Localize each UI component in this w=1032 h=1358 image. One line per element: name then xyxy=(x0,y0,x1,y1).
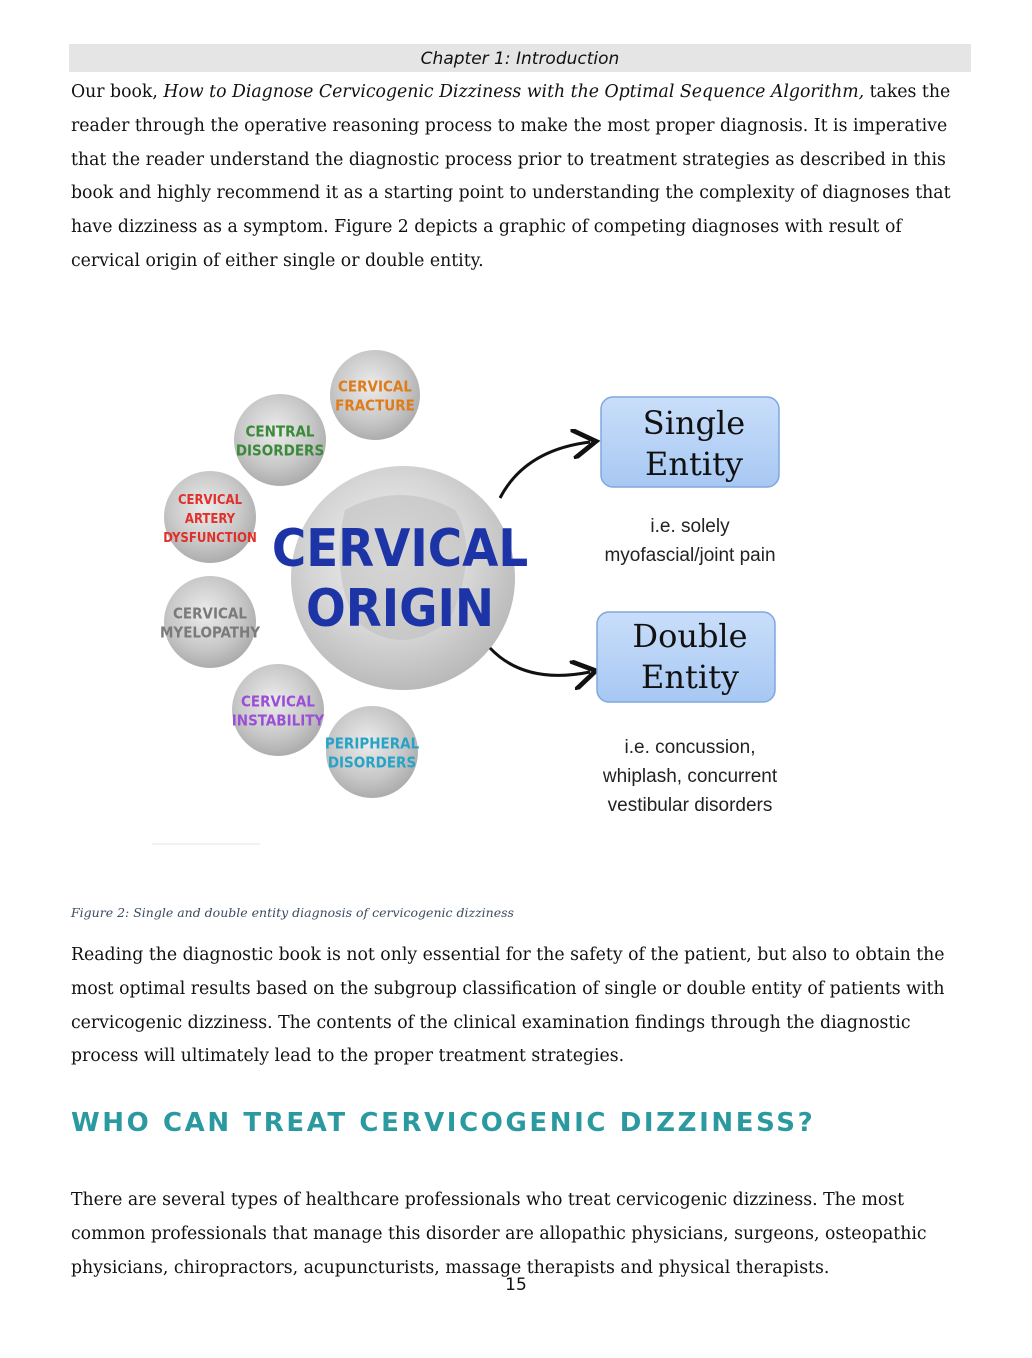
cervical-origin-center xyxy=(272,466,528,690)
double-entity-line1: Double xyxy=(632,617,748,655)
intro-paragraph xyxy=(71,76,971,279)
chapter-header: Chapter 1: Introduction xyxy=(69,44,971,72)
bubble-label-line: CERVICAL xyxy=(173,604,247,623)
bubble-label-line: MYELOPATHY xyxy=(159,623,261,642)
bubble-label-line: CERVICAL xyxy=(177,493,243,508)
single-entity-box xyxy=(601,397,779,566)
diagnostic-book-paragraph: Reading the diagnostic book is not only essential for the safety of the patient, but also to obtain the most optimal results based on the subgroup classification of single or double entity of patients with cervicogenic dizziness. The contents of the clinical examination findings through the diagnostic process will ultimately lead to the proper treatment strategies. xyxy=(71,945,945,1067)
professionals-paragraph: There are several types of healthcare professionals who treat cervicogenic dizziness. The most common professionals that manage this disorder are allopathic physicians, surgeons, osteopathic physicians, chiropractors, acupuncturists, massage therapists and physical therapists. xyxy=(71,1190,927,1278)
book-title: How to Diagnose Cervicogenic Dizziness with the Optimal Sequence Algorithm, xyxy=(163,82,865,102)
double-entity-note-line1: i.e. concussion, xyxy=(624,737,756,758)
single-entity-line2: Entity xyxy=(645,445,743,483)
double-entity-line2: Entity xyxy=(641,658,739,696)
intro-rest: takes the reader through the operative reasoning process to make the most proper diagnosis. It is imperative that the reader understand the diagnostic process prior to treatment strategies as described in this book and highly recommend it as a starting point to understanding the complexity of diagnoses that have dizziness as a symptom. Figure 2 depicts a graphic of competing diagnoses with result of cervical origin of either single or double entity. xyxy=(71,82,951,271)
single-entity-line1: Single xyxy=(642,404,746,442)
diagnosis-bubble xyxy=(234,394,326,486)
diagram-svg xyxy=(150,330,880,850)
bubble-label-line: DISORDERS xyxy=(235,441,325,460)
figure-caption: Figure 2: Single and double entity diagnosis of cervicogenic dizziness xyxy=(71,905,514,920)
center-label-line2: ORIGIN xyxy=(305,579,495,639)
bubble-label-line: INSTABILITY xyxy=(231,711,325,730)
arrow-to-double-entity xyxy=(490,648,590,675)
single-entity-note-line1: i.e. solely xyxy=(650,516,730,537)
diagnosis-bubble xyxy=(160,576,260,668)
bubble-label-line: CENTRAL xyxy=(245,422,315,441)
arrow-to-single-entity xyxy=(500,442,590,498)
bubble-label-line: FRACTURE xyxy=(335,396,415,415)
diagnosis-bubble xyxy=(325,706,420,798)
double-entity-box xyxy=(597,612,778,816)
diagnosis-bubble xyxy=(330,350,420,440)
bubble-label-line: DISORDERS xyxy=(327,753,417,772)
diagnosis-bubble xyxy=(163,471,257,563)
diagnosis-bubble xyxy=(232,664,325,756)
figure-2-diagram xyxy=(150,330,880,850)
double-entity-note-line3: vestibular disorders xyxy=(607,795,773,816)
center-label-line1: CERVICAL xyxy=(271,519,529,579)
section-heading: WHO CAN TREAT CERVICOGENIC DIZZINESS? xyxy=(71,1108,816,1138)
page-number: 15 xyxy=(505,1275,527,1295)
intro-lead: Our book, xyxy=(71,82,164,102)
double-entity-note-line2: whiplash, concurrent xyxy=(602,766,778,787)
bubble-label-line: DYSFUNCTION xyxy=(163,531,257,546)
bubble-label-line: ARTERY xyxy=(184,512,236,527)
bubble-label-line: CERVICAL xyxy=(338,377,412,396)
single-entity-note-line2: myofascial/joint pain xyxy=(604,545,776,566)
bubble-label-line: CERVICAL xyxy=(241,692,315,711)
bubble-label-line: PERIPHERAL xyxy=(324,734,420,753)
